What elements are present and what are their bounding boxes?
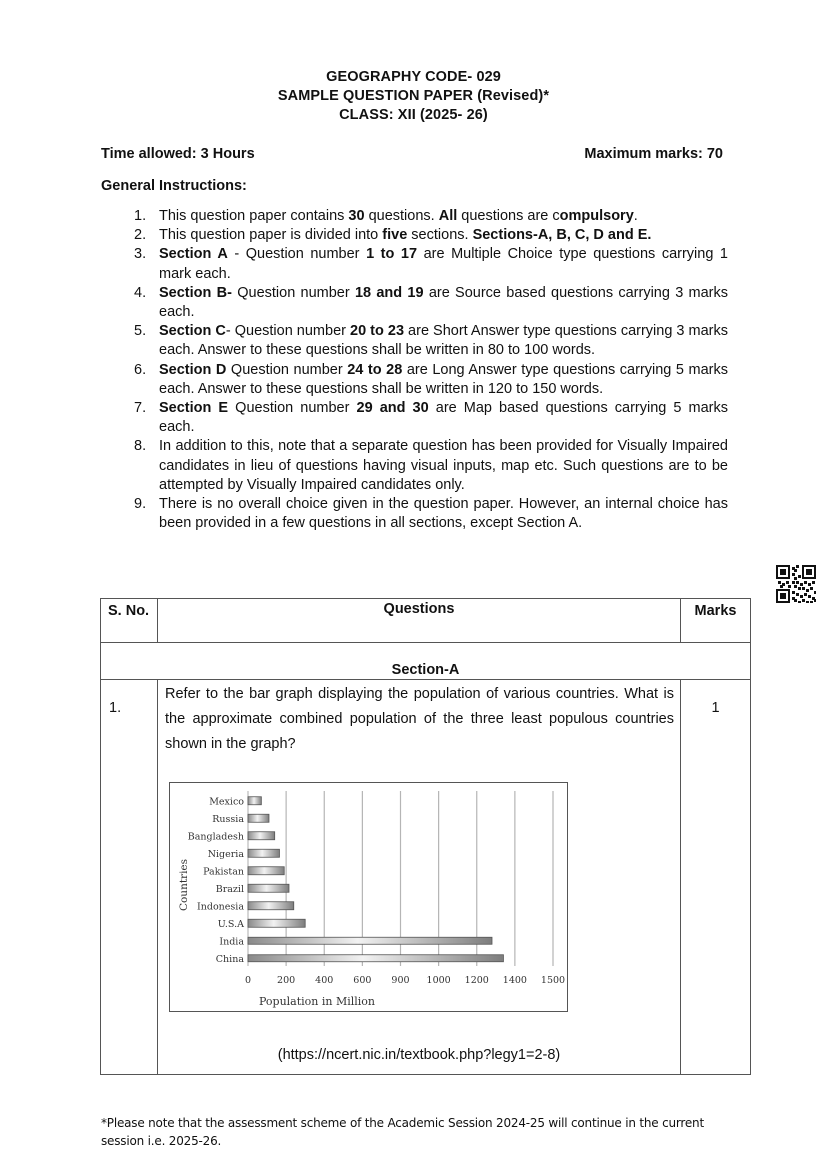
x-tick-label: 200 bbox=[277, 975, 296, 986]
instruction-emphasis: Sections-A, B, C, D and E. bbox=[472, 227, 652, 244]
x-tick-label: 900 bbox=[391, 975, 410, 986]
general-instructions-title: General Instructions: bbox=[101, 178, 247, 194]
y-axis-title: Countries bbox=[178, 858, 190, 912]
section-row bbox=[101, 643, 751, 680]
x-tick-label: 400 bbox=[315, 975, 334, 986]
instruction-emphasis: 18 and 19 bbox=[354, 284, 424, 301]
paper-title: SAMPLE QUESTION PAPER (Revised)* bbox=[277, 88, 550, 104]
question-marks: 1 bbox=[681, 680, 751, 1075]
table-row bbox=[101, 680, 751, 1075]
instruction-text: This question paper contains bbox=[159, 208, 349, 224]
section-label: Section-A bbox=[391, 662, 460, 678]
bar-bangladesh bbox=[248, 832, 275, 840]
y-category-label: Pakistan bbox=[203, 866, 244, 878]
instruction-number: 7. bbox=[134, 400, 147, 417]
instruction-emphasis: 30 bbox=[348, 208, 365, 224]
question-number: 1. bbox=[101, 680, 158, 1075]
x-tick-label: 0 bbox=[244, 975, 252, 986]
instruction-number: 5. bbox=[134, 323, 147, 340]
instruction-text: are Multiple Choice type questions carrying 1 mark each. bbox=[159, 246, 728, 282]
instruction-item bbox=[123, 361, 728, 399]
y-category-label: Indonesia bbox=[197, 901, 244, 913]
instruction-text: Question number bbox=[231, 284, 355, 301]
instruction-number: 3. bbox=[134, 246, 147, 263]
x-tick-label: 1500 bbox=[540, 975, 566, 986]
instruction-emphasis: Section C bbox=[159, 323, 226, 340]
bar-usa bbox=[248, 919, 305, 927]
question-cell bbox=[158, 680, 681, 1075]
maximum-marks: Maximum marks: 70 bbox=[584, 146, 723, 162]
bar-pakistan bbox=[248, 867, 284, 875]
instruction-text: There is no overall choice given in the question paper. However, an internal choice has been provided in a few questions in all sections, except Section A. bbox=[159, 496, 728, 532]
instruction-number: 2. bbox=[134, 227, 147, 244]
instruction-text: In addition to this, note that a separate question has been provided for Visually Impaired candidates in lieu of questions having visual inputs, map etc. Such questions are to be attempted by Visually Impaired candidates only. bbox=[159, 438, 728, 493]
y-category-label: Mexico bbox=[209, 796, 244, 808]
instruction-item bbox=[123, 495, 728, 533]
instruction-emphasis: five bbox=[382, 227, 408, 244]
x-tick-label: 600 bbox=[353, 975, 372, 986]
paper-class: CLASS: XII (2025- 26) bbox=[339, 107, 488, 123]
instruction-item bbox=[123, 226, 728, 245]
y-category-label: India bbox=[219, 936, 244, 948]
question-text: Refer to the bar graph displaying the population of various countries. What is the approximate combined population of the three least populous countries shown in the graph? bbox=[165, 686, 674, 752]
instruction-text: are Long Answer type questions carrying 5 marks each. Answer to these questions shall be written in 120 to 150 words. bbox=[159, 361, 729, 397]
y-category-label: Nigeria bbox=[207, 848, 244, 860]
chart-svg bbox=[170, 783, 567, 1011]
bar-brazil bbox=[248, 884, 289, 892]
instruction-number: 6. bbox=[134, 361, 147, 378]
bar-indonesia bbox=[248, 902, 294, 910]
instruction-number: 1. bbox=[134, 208, 147, 224]
instruction-number: 8. bbox=[134, 438, 147, 455]
instruction-emphasis: 20 to 23 bbox=[350, 323, 405, 340]
x-tick-label: 1000 bbox=[426, 975, 451, 986]
time-allowed: Time allowed: 3 Hours bbox=[101, 146, 255, 162]
instruction-text: Question number bbox=[226, 361, 348, 378]
instruction-emphasis: 1 to 17 bbox=[366, 246, 418, 263]
instruction-item bbox=[123, 437, 728, 495]
population-bar-chart bbox=[169, 782, 568, 1012]
x-tick-label: 1400 bbox=[502, 975, 527, 986]
bar-nigeria bbox=[248, 849, 279, 857]
y-category-label: China bbox=[215, 953, 244, 965]
bar-india bbox=[248, 937, 492, 944]
instruction-item bbox=[123, 399, 728, 437]
bar-china bbox=[248, 955, 503, 962]
footnote: *Please note that the assessment scheme of the Academic Session 2024-25 will continue in the current session i.e. 2025-26. bbox=[101, 1116, 704, 1148]
x-axis-title: Population in Million bbox=[258, 995, 376, 1008]
y-category-label: U.S.A bbox=[217, 918, 244, 930]
header-marks: Marks bbox=[681, 599, 751, 643]
header-questions: Questions bbox=[158, 599, 681, 643]
instruction-emphasis: 29 and 30 bbox=[356, 400, 429, 417]
instruction-emphasis: 24 to 28 bbox=[347, 361, 403, 378]
instruction-item bbox=[123, 322, 728, 360]
instruction-item bbox=[123, 284, 728, 322]
instruction-text: are Source based questions carrying 3 marks each. bbox=[159, 284, 729, 321]
section-a-heading bbox=[101, 643, 751, 680]
instruction-emphasis: All bbox=[438, 208, 458, 224]
instruction-text: - Question number bbox=[225, 323, 350, 340]
instruction-text: questions are c bbox=[457, 208, 560, 224]
instruction-number: 4. bbox=[134, 284, 147, 301]
instruction-item bbox=[123, 245, 728, 283]
instruction-text: . bbox=[633, 208, 638, 224]
bar-mexico bbox=[248, 797, 261, 805]
instruction-emphasis: Section B- bbox=[159, 284, 232, 301]
general-instructions-list bbox=[123, 207, 728, 533]
instruction-emphasis: ompulsory bbox=[559, 208, 634, 224]
instruction-text: sections. bbox=[407, 227, 473, 244]
table-header-row bbox=[101, 599, 751, 643]
instruction-text: This question paper is divided into bbox=[159, 227, 383, 244]
instruction-text: questions. bbox=[364, 208, 439, 224]
y-category-label: Russia bbox=[212, 813, 244, 825]
x-tick-label: 1200 bbox=[464, 975, 489, 986]
instruction-item bbox=[123, 207, 728, 226]
instruction-text: Question number bbox=[228, 400, 357, 417]
y-category-label: Brazil bbox=[215, 883, 244, 895]
instruction-text: are Map based questions carrying 5 marks each. bbox=[159, 400, 728, 436]
source-citation: (https://ncert.nic.in/textbook.php?legy1=2-8) bbox=[277, 1047, 561, 1063]
qr-code-icon[interactable] bbox=[776, 565, 816, 603]
questions-table bbox=[100, 598, 751, 1075]
instruction-emphasis: Section A bbox=[159, 246, 228, 263]
instruction-text: are Short Answer type questions carrying 3 marks each. Answer to these questions shall be written in 80 to 100 words. bbox=[159, 323, 729, 359]
instruction-number: 9. bbox=[134, 496, 147, 513]
header-sno: S. No. bbox=[101, 599, 158, 643]
y-category-label: Bangladesh bbox=[187, 831, 244, 843]
instruction-emphasis: Section D bbox=[159, 361, 227, 378]
instruction-emphasis: Section E bbox=[159, 400, 229, 417]
bar-russia bbox=[248, 814, 269, 822]
paper-subject-code: GEOGRAPHY CODE- 029 bbox=[326, 69, 501, 85]
instruction-text: - Question number bbox=[227, 246, 367, 263]
